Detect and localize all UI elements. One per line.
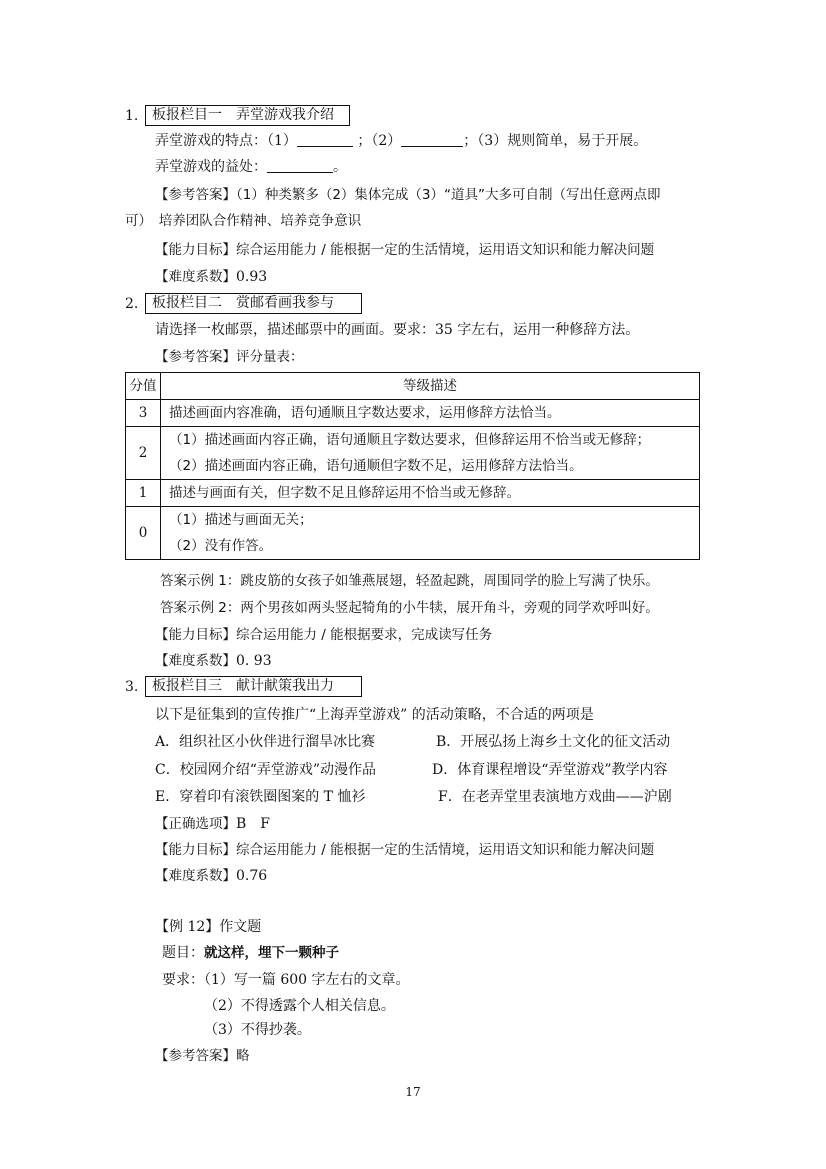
q1-traits-line [155,131,647,151]
q3-number: 3. [125,679,139,695]
table-row [126,480,700,507]
q1-benefits-a: 弄堂游戏的益处： [155,159,267,175]
q3-prompt: 以下是征集到的宣传推广“上海弄堂游戏” 的活动策略，不合适的两项是 [155,707,594,723]
q1-benefits-b: 。 [333,159,347,175]
q2-example-1: 答案示例 1：跳皮筋的女孩子如雏燕展翅，轻盈起跳，周围同学的脸上写满了快乐。 [160,573,659,589]
desc-cell: 描述画面内容准确，语句通顺且字数达要求，运用修辞方法恰当。 [161,400,700,427]
q2-answer-text: 评分量表： [236,349,304,365]
q1-difficulty-line [155,267,267,287]
q3-title-box: 板报栏目三 献计献策我出力 [145,676,362,697]
q3-ability-text: 综合运用能力 / 能根据一定的生活情境，运用语文知识和能力解决问题 [236,842,655,858]
ex12-heading: 【例 12】作文题 [155,919,262,935]
q3-option-d: D．体育课程增设“弄堂游戏”教学内容 [432,762,668,778]
ex12-answer-label: 【参考答案】 [155,1048,236,1064]
score-cell: 1 [126,480,161,507]
ex12-topic-title: 就这样，埋下一颗种子 [204,945,339,961]
q2-ability-line [155,625,492,645]
q1-blank-3[interactable] [267,158,333,173]
desc-cell [161,507,700,560]
q3-option-f: F．在老弄堂里表演地方戏曲——沪剧 [438,789,672,805]
page-number: 17 [405,1085,421,1099]
q1-traits-b: ；（2） [357,133,402,149]
ex12-requirement-2: （2）不得透露个人相关信息。 [204,998,395,1014]
ex12-answer-text: 略 [236,1048,250,1064]
desc-line: （2）没有作答。 [169,538,273,554]
q3-difficulty-line [155,866,267,886]
q2-title-box: 板报栏目二 赏邮看画我参与 [145,293,362,314]
table-header-desc: 等级描述 [161,373,700,400]
q1-blank-1[interactable] [297,132,353,147]
q3-difficulty-value: 0.76 [236,868,268,884]
q2-answer-line [155,347,304,367]
q1-ability-text: 综合运用能力 / 能根据一定的生活情境，运用语文知识和能力解决问题 [236,242,655,258]
desc-cell [161,427,700,480]
q1-traits-a: 弄堂游戏的特点：（1） [155,133,297,149]
desc-line: （1）描述与画面无关； [169,512,313,528]
q1-traits-c: ；（3）规则简单，易于开展。 [463,133,648,149]
q3-option-e: E．穿着印有滚铁圈图案的 T 恤衫 [155,789,366,805]
q3-correct-value: B F [236,816,271,832]
desc-cell: 描述与画面有关，但字数不足且修辞运用不恰当或无修辞。 [161,480,700,507]
q1-difficulty-value: 0.93 [236,269,268,285]
q1-answer-text: （1）种类繁多（2）集体完成（3）“道具”大多可自制（写出任意两点即 [236,187,661,203]
q2-prompt: 请选择一枚邮票，描述邮票中的画面。要求：35 字左右，运用一种修辞方法。 [155,322,640,338]
ex12-topic-label: 题目： [162,945,204,961]
q3-option-a: A．组织社区小伙伴进行溜旱冰比赛 [155,734,376,750]
ex12-requirement-3: （3）不得抄袭。 [204,1022,311,1038]
q3-option-c: C．校园网介绍“弄堂游戏”动漫作品 [155,762,377,778]
q1-answer-label: 【参考答案】 [155,187,236,203]
q1-benefits-line [155,157,347,177]
q2-answer-label: 【参考答案】 [155,349,236,365]
ex12-answer-line [155,1046,250,1066]
table-header-row [126,373,700,400]
table-row [126,400,700,427]
desc-line: （1）描述画面内容正确，语句通顺且字数达要求，但修辞运用不恰当或无修辞； [169,432,651,448]
table-row [126,427,700,480]
table-header-score: 分值 [126,373,161,400]
q2-ability-text: 综合运用能力 / 能根据要求，完成读写任务 [236,627,493,643]
q1-answer-line [155,185,661,205]
q2-number: 2. [125,296,139,312]
q1-title-box: 板报栏目一 弄堂游戏我介绍 [145,105,350,126]
score-cell: 2 [126,427,161,480]
q1-blank-2[interactable] [401,132,463,147]
q2-difficulty-line [155,651,272,671]
q2-example-2: 答案示例 2：两个男孩如两头竖起犄角的小牛犊，展开角斗，旁观的同学欢呼叫好。 [160,600,659,616]
score-cell: 0 [126,507,161,560]
q1-number: 1. [125,108,139,124]
q3-difficulty-label: 【难度系数】 [155,868,236,884]
table-row [126,507,700,560]
q2-difficulty-label: 【难度系数】 [155,653,236,669]
q3-correct-label: 【正确选项】 [155,816,236,832]
q1-ability-line [155,240,654,260]
ex12-requirement-1: 要求：（1）写一篇 600 字左右的文章。 [162,972,410,988]
q3-ability-line [155,840,654,860]
q1-ability-label: 【能力目标】 [155,242,236,258]
scoring-table [125,372,700,560]
q3-ability-label: 【能力目标】 [155,842,236,858]
q1-difficulty-label: 【难度系数】 [155,269,236,285]
desc-line: （2）描述画面内容正确，语句通顺但字数不足，运用修辞方法恰当。 [169,458,583,474]
q2-difficulty-value: 0. 93 [236,653,272,669]
ex12-topic-line [162,943,339,963]
q2-ability-label: 【能力目标】 [155,627,236,643]
q3-correct-line [155,814,270,834]
score-cell: 3 [126,400,161,427]
q1-answer-cont: 可） 培养团队合作精神、培养竞争意识 [125,213,362,229]
q3-option-b: B．开展弘扬上海乡土文化的征文活动 [436,734,671,750]
